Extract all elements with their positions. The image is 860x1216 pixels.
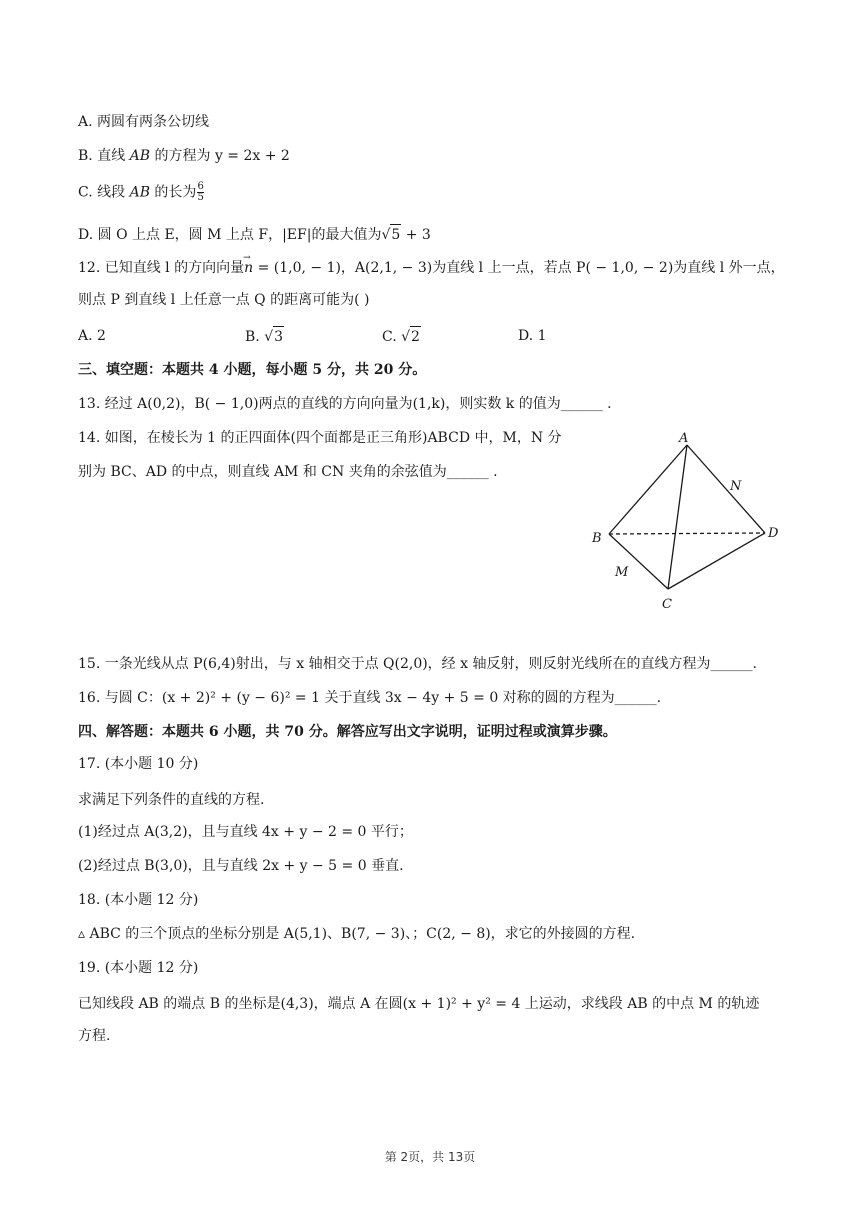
edge-ab — [609, 445, 687, 534]
option-d: D. 圆 O 上点 E，圆 M 上点 F，|EF|的最大值为√5 + 3 — [78, 224, 431, 245]
tetrahedron-figure — [584, 424, 784, 620]
q14-line2: 别为 BC、AD 的中点，则直线 AM 和 CN 夹角的余弦值为______ . — [78, 464, 498, 480]
sqrt: √5 — [381, 224, 401, 245]
q12-option-d: D. 1 — [518, 328, 547, 344]
edge-ad — [687, 445, 765, 533]
q16: 16. 与圆 C：(x + 2)² + (y − 6)² = 1 关于直线 3x − 4y + 5 = 0 对称的圆的方程为______. — [78, 690, 662, 706]
label-m: M — [615, 565, 629, 580]
page-footer: 第 2页，共 13页 — [384, 1150, 476, 1164]
q19-stem-line2: 方程. — [78, 1028, 111, 1044]
q17-part1: (1)经过点 A(3,2)，且与直线 4x + y − 2 = 0 平行； — [78, 824, 413, 840]
q13: 13. 经过 A(0,2)，B( − 1,0)两点的直线的方向向量为(1,k)，则实数 k 的值为______ . — [78, 396, 612, 412]
q14-line1: 14. 如图，在棱长为 1 的正四面体(四个面都是正三角形)ABCD 中，M，N 分 — [78, 430, 562, 446]
q12-line1: 12. 已知直线 l 的方向向量→ n = (1,0, − 1)，A(2,1, − 3)为直线 l 上一点，若点 P( − 1,0, − 2)为直线 l 外一点， — [78, 258, 785, 278]
edge-cd — [668, 533, 765, 589]
section-4-heading: 四、解答题：本题共 6 小题，共 70 分。解答应写出文字说明，证明过程或演算步骤。 — [78, 724, 617, 740]
q19-heading: 19. (本小题 12 分) — [78, 960, 199, 976]
section-3-heading: 三、填空题：本题共 4 小题，每小题 5 分，共 20 分。 — [78, 362, 427, 378]
q17-part2: (2)经过点 B(3,0)，且与直线 2x + y − 5 = 0 垂直. — [78, 858, 404, 874]
edge-ac — [668, 445, 687, 589]
q18-stem: ▵ ABC 的三个顶点的坐标分别是 A(5,1)、B(7, − 3)、；C(2, − 8)，求它的外接圆的方程. — [78, 926, 636, 942]
q15: 15. 一条光线从点 P(6,4)射出，与 x 轴相交于点 Q(2,0)，经 x 轴反射，则反射光线所在的直线方程为______. — [78, 656, 757, 672]
label-a: A — [679, 431, 689, 446]
q12-option-c: C. √2 — [382, 326, 421, 347]
label-n: N — [730, 479, 742, 494]
edge-bd-hidden — [609, 533, 765, 534]
q17-heading: 17. (本小题 10 分) — [78, 756, 199, 772]
option-b: B. 直线 AB 的方程为 y = 2x + 2 — [78, 148, 290, 164]
q12-option-a: A. 2 — [78, 328, 106, 344]
q17-stem: 求满足下列条件的直线的方程. — [78, 792, 265, 808]
q19-stem-line1: 已知线段 AB 的端点 B 的坐标是(4,3)，端点 A 在圆(x + 1)² + y² = 4 上运动，求线段 AB 的中点 M 的轨迹 — [78, 996, 760, 1012]
option-c: C. 线段 AB 的长为 $\frac{6}{5}$ — [78, 181, 204, 203]
q12-options — [78, 326, 778, 346]
fraction: $\frac{6}{5}$ — [197, 181, 204, 203]
label-b: B — [592, 531, 602, 546]
option-a: A. 两圆有两条公切线 — [78, 114, 210, 130]
q18-heading: 18. (本小题 12 分) — [78, 892, 199, 908]
q12-option-b: B. √3 — [245, 326, 284, 347]
edge-bc — [609, 534, 668, 589]
label-d: D — [768, 526, 779, 541]
label-c: C — [662, 597, 672, 612]
q12-line2: 则点 P 到直线 l 上任意一点 Q 的距离可能为( ) — [78, 292, 370, 308]
